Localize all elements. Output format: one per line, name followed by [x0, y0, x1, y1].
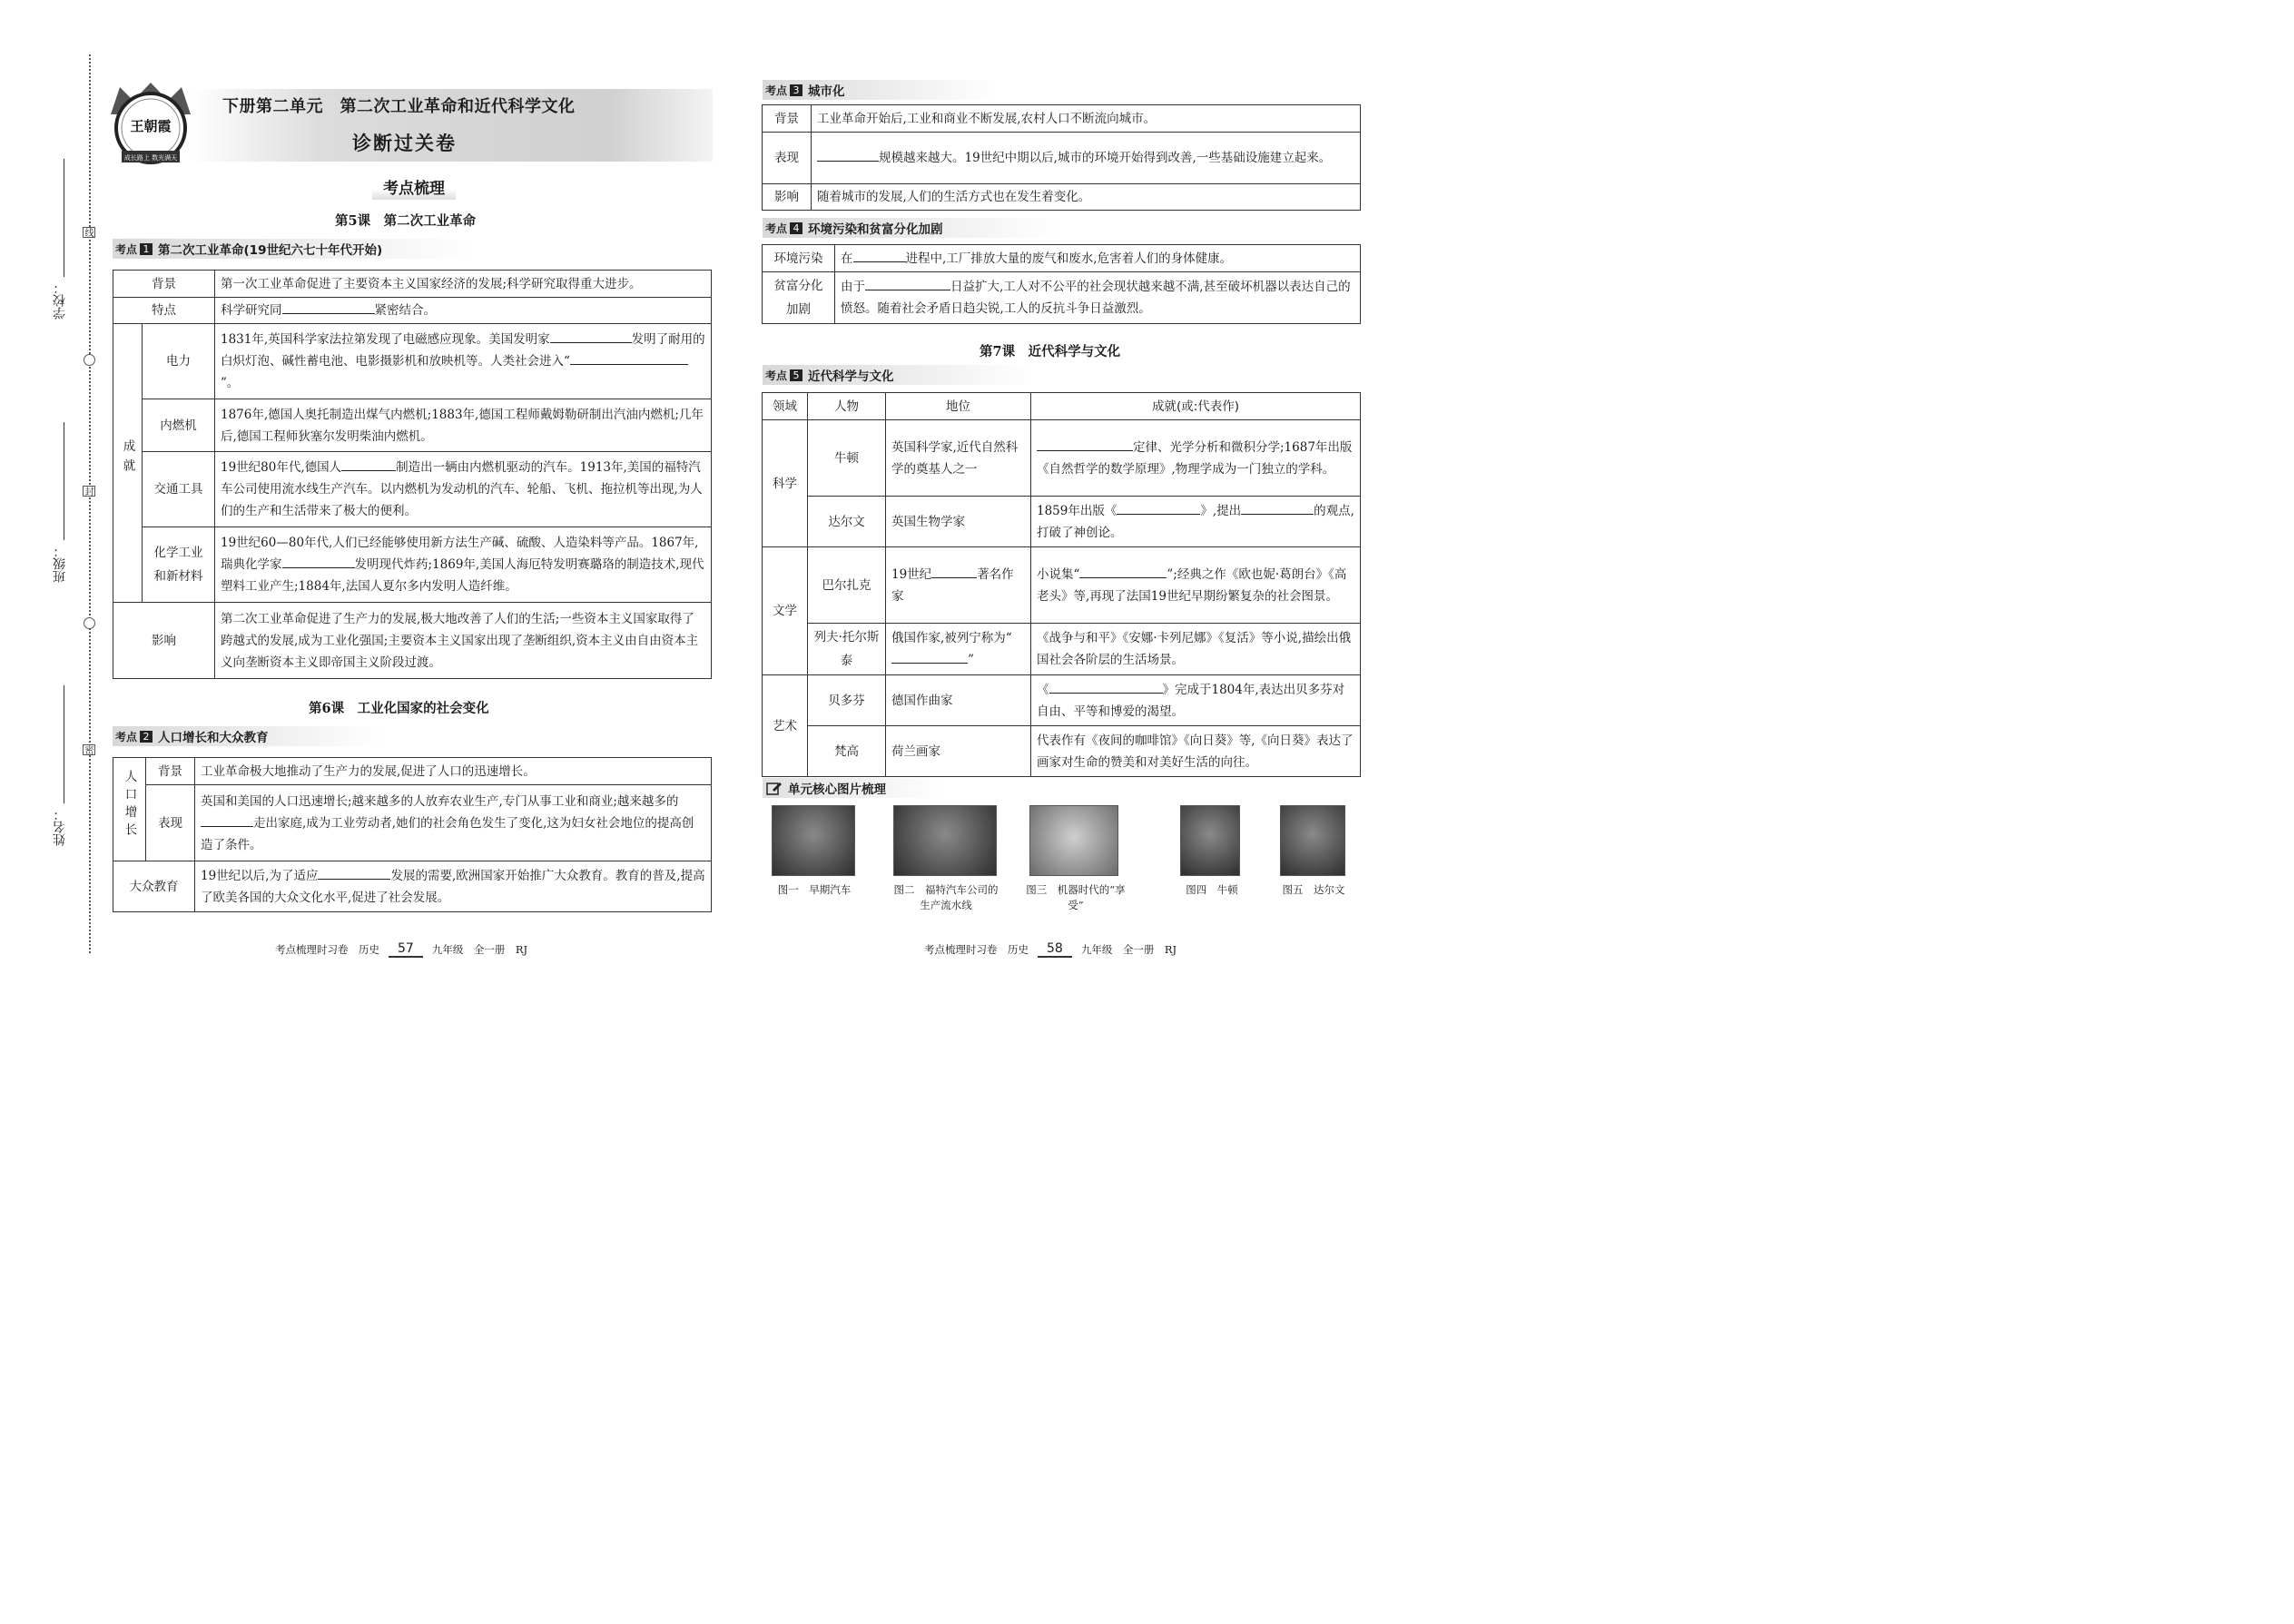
- cell-text: 科学研究同 紧密结合。: [215, 298, 712, 324]
- kd-tag: 考点: [765, 221, 788, 235]
- fill-blank[interactable]: [550, 329, 632, 343]
- footer-text: 九年级 全一册 RJ: [1080, 943, 1177, 956]
- name-label: 姓名：: [53, 808, 67, 846]
- cell-text: 小说集“ ”;经典之作《欧也妮·葛朗台》《高老头》等,再现了法国19世纪早期纷繁复杂的社会图景。: [1031, 547, 1361, 624]
- kd-title: 城市化: [808, 84, 845, 99]
- cell-text: 英国和美国的人口迅速增长;越来越多的人放弃农业生产,专门从事工业和商业;越来越多的走出家庭,成为工业劳动者,她们的社会角色发生了变化,这为妇女社会地位的提高创造了条件。: [195, 785, 712, 861]
- person-position: 英国科学家,近代自然科学的奠基人之一: [886, 420, 1031, 497]
- cell-text: 《战争与和平》《安娜·卡列尼娜》《复活》等小说,描绘出俄国社会各阶层的生活场景。: [1031, 624, 1361, 675]
- column-header: 成就(或:代表作): [1031, 393, 1361, 420]
- caption: 图四 牛顿: [1186, 883, 1238, 896]
- ford-assembly-line-image: [893, 805, 997, 876]
- binding-line: [89, 54, 91, 953]
- paper-title: 诊断过关卷: [352, 132, 457, 154]
- binding-mark-secret: 密: [83, 744, 95, 755]
- row-label: 影响: [763, 184, 812, 211]
- field-label: 艺术: [763, 675, 808, 777]
- fill-blank[interactable]: [1117, 500, 1200, 515]
- fill-blank[interactable]: [318, 865, 390, 880]
- row-label: 背景: [146, 758, 195, 785]
- fill-blank[interactable]: [282, 300, 375, 314]
- kd5-heading: [763, 365, 1035, 385]
- kd-title: 近代科学与文化: [808, 369, 894, 384]
- darwin-portrait-image: [1280, 805, 1345, 876]
- person-name: 巴尔扎克: [808, 547, 886, 624]
- cell-text: 规模越来越大。19世纪中期以后,城市的环境开始得到改善,一些基础设施建立起来。: [812, 133, 1361, 184]
- footer-left: [275, 941, 527, 958]
- cell-text: 1859年出版《 》,提出 的观点,打破了神创论。: [1031, 497, 1361, 547]
- machine-age-image: [1029, 805, 1118, 876]
- field-label: 科学: [763, 420, 808, 547]
- cell-text: 19世纪80年代,德国人 制造出一辆由内燃机驱动的汽车。1913年,美国的福特汽车公司使用流水线生产汽车。以内燃机为发动机的汽车、轮船、飞机、拖拉机等出现,为人们的生产和生活带来了极大的便利。: [215, 452, 712, 527]
- footer-text: 考点梳理时习卷 历史: [275, 943, 379, 956]
- class-label: 班级：: [53, 545, 67, 583]
- kd-num: 4: [790, 222, 802, 234]
- kd-num: 1: [140, 243, 153, 255]
- cell-text: 定律、光学分析和微积分学;1687年出版《自然哲学的数学原理》,物理学成为一门独立的学科。: [1031, 420, 1361, 497]
- kd-title: 环境污染和贫富分化加剧: [808, 222, 943, 237]
- cell-text: 工业革命开始后,工业和商业不断发展,农村人口不断流向城市。: [812, 105, 1361, 133]
- svg-text:王朝霞: 王朝霞: [130, 118, 172, 134]
- binding-hole-icon: [84, 354, 95, 366]
- caption: 图五 达尔文: [1282, 883, 1345, 896]
- column-header: 地位: [886, 393, 1031, 420]
- person-position: 俄国作家,被列宁称为“”: [886, 624, 1031, 675]
- person-name: 达尔文: [808, 497, 886, 547]
- kd-tag: 考点: [115, 242, 138, 256]
- kd-tag: 考点: [765, 369, 788, 382]
- binding-hole-icon: [84, 617, 95, 629]
- fill-blank[interactable]: [853, 248, 906, 262]
- newton-portrait-image: [1180, 805, 1240, 876]
- lesson5-title: 第5课 第二次工业革命: [335, 213, 477, 229]
- kd-title: 第二次工业革命(19世纪六七十年代开始): [158, 243, 383, 258]
- row-label: 特点: [113, 298, 215, 324]
- fill-blank[interactable]: [1079, 564, 1167, 578]
- cell-text: 《 》完成于1804年,表达出贝多芬对自由、平等和博爱的渴望。: [1031, 675, 1361, 726]
- person-position: 德国作曲家: [886, 675, 1031, 726]
- kd4-heading: [763, 218, 1062, 238]
- kd-num: 3: [790, 84, 802, 96]
- footer-text: 考点梳理时习卷 历史: [924, 943, 1029, 956]
- row-label: 环境污染: [763, 245, 835, 272]
- fill-blank[interactable]: [1049, 679, 1163, 694]
- cell-text: 第一次工业革命促进了主要资本主义国家经济的发展;科学研究取得重大进步。: [215, 271, 712, 298]
- row-label: 化学工业和新材料: [143, 527, 215, 603]
- kd2-table: [113, 757, 712, 912]
- cell-text: 19世纪60—80年代,人们已经能够使用新方法生产碱、硫酸、人造染料等产品。1867年,瑞典化学家 发明现代炸药;1869年,美国人海厄特发明赛璐珞的制造技术,现代塑料工业产生;1884年,法国人夏尔多内发明人造纤维。: [215, 527, 712, 603]
- fill-blank[interactable]: [891, 649, 968, 664]
- kd-num: 2: [140, 731, 153, 743]
- kd-title: 人口增长和大众教育: [158, 731, 269, 745]
- cell-text: 随着城市的发展,人们的生活方式也在发生着变化。: [812, 184, 1361, 211]
- person-position: 荷兰画家: [886, 726, 1031, 777]
- binding-mark-line: 线: [83, 227, 95, 238]
- kd2-heading: [113, 726, 385, 746]
- fill-blank[interactable]: [1241, 500, 1314, 515]
- fill-blank[interactable]: [931, 564, 977, 578]
- fill-blank[interactable]: [341, 457, 396, 471]
- column-header: 人物: [808, 393, 886, 420]
- lesson6-title: 第6课 工业化国家的社会变化: [309, 701, 489, 716]
- cell-text: 在 进程中,工厂排放大量的废气和废水,危害着人们的身体健康。: [835, 245, 1361, 272]
- cell-text: 1831年,英国科学家法拉第发现了电磁感应现象。美国发明家 发明了耐用的白炽灯泡、碱性蓄电池、电影摄影机和放映机等。人类社会进入“”。: [215, 324, 712, 399]
- page-number: 58: [1038, 941, 1072, 958]
- row-label: 背景: [113, 271, 215, 298]
- fill-blank[interactable]: [865, 276, 950, 290]
- person-name: 贝多芬: [808, 675, 886, 726]
- person-position: 19世纪 著名作家: [886, 547, 1031, 624]
- row-label: 表现: [763, 133, 812, 184]
- cell-text: 工业革命极大地推动了生产力的发展,促进了人口的迅速增长。: [195, 758, 712, 785]
- person-name: 梵高: [808, 726, 886, 777]
- kd3-heading: [763, 80, 999, 100]
- fill-blank[interactable]: [282, 554, 355, 568]
- school-label: 学校：: [53, 281, 67, 320]
- lesson7-title: 第7课 近代科学与文化: [980, 344, 1121, 359]
- cell-text: 19世纪以后,为了适应 发展的需要,欧洲国家开始推广大众教育。教育的普及,提高了欧美各国的大众文化水平,促进了社会发展。: [195, 861, 712, 912]
- cell-text: 由于 日益扩大,工人对不公平的社会现状越来越不满,甚至破坏机器以表达自己的愤怒。随着社会矛盾日趋尖锐,工人的反抗斗争日益激烈。: [835, 272, 1361, 324]
- section-title: 考点梳理: [372, 173, 456, 200]
- fill-blank[interactable]: [817, 147, 879, 162]
- early-car-image: [772, 805, 855, 876]
- population-label: 人口增长: [113, 758, 146, 861]
- person-name: 牛顿: [808, 420, 886, 497]
- caption: 图一 早期汽车: [777, 883, 852, 896]
- field-label: 文学: [763, 547, 808, 675]
- kd3-table: [762, 104, 1361, 211]
- row-label: 内燃机: [143, 399, 215, 452]
- column-header: 领域: [763, 393, 808, 420]
- cell-text: 代表作有《夜间的咖啡馆》《向日葵》等,《向日葵》表达了画家对生命的赞美和对美好生活的向往。: [1031, 726, 1361, 777]
- row-label: 背景: [763, 105, 812, 133]
- kd4-table: [762, 244, 1361, 324]
- kd-tag: 考点: [115, 730, 138, 743]
- achievement-label: 成就: [113, 324, 143, 603]
- footer-text: 九年级 全一册 RJ: [431, 943, 528, 956]
- unit-title: 下册第二单元 第二次工业革命和近代科学文化: [222, 97, 576, 116]
- fill-blank[interactable]: [570, 350, 688, 365]
- kd1-heading: [113, 239, 476, 259]
- binding-mark-seal: 封: [83, 486, 95, 497]
- fill-blank[interactable]: [201, 812, 253, 827]
- kd5-table: [762, 392, 1361, 777]
- person-name: 列夫·托尔斯泰: [808, 624, 886, 675]
- footer-right: [924, 941, 1177, 958]
- fill-blank[interactable]: [1037, 437, 1133, 451]
- edit-icon: [766, 781, 783, 795]
- pictures-heading: [763, 778, 944, 798]
- person-position: 英国生物学家: [886, 497, 1031, 547]
- cell-text: 1876年,德国人奥托制造出煤气内燃机;1883年,德国工程师戴姆勒研制出汽油内燃机;几年后,德国工程师狄塞尔发明柴油内燃机。: [215, 399, 712, 452]
- caption: 图二 福特汽车公司的生产流水线: [893, 883, 999, 911]
- cell-text: 第二次工业革命促进了生产力的发展,极大地改善了人们的生活;一些资本主义国家取得了跨越式的发展,成为工业化强国;主要资本主义国家出现了垄断组织,资本主义由自由资本主义向垄断资本主义即帝国主义阶段过渡。: [215, 603, 712, 679]
- row-label: 大众教育: [113, 861, 195, 912]
- caption: 图三 机器时代的“享受”: [1026, 883, 1126, 911]
- row-label: 交通工具: [143, 452, 215, 527]
- kd-tag: 考点: [765, 84, 788, 97]
- kd1-table: [113, 270, 712, 679]
- row-label: 表现: [146, 785, 195, 861]
- kd-num: 5: [790, 369, 802, 381]
- row-label: 影响: [113, 603, 215, 679]
- brand-logo-icon: [102, 78, 200, 169]
- svg-text:成长路上 数光满天: 成长路上 数光满天: [123, 154, 178, 162]
- row-label: 贫富分化加剧: [763, 272, 835, 324]
- page-number: 57: [389, 941, 423, 958]
- pictures-title: 单元核心图片梳理: [788, 782, 886, 797]
- row-label: 电力: [143, 324, 215, 399]
